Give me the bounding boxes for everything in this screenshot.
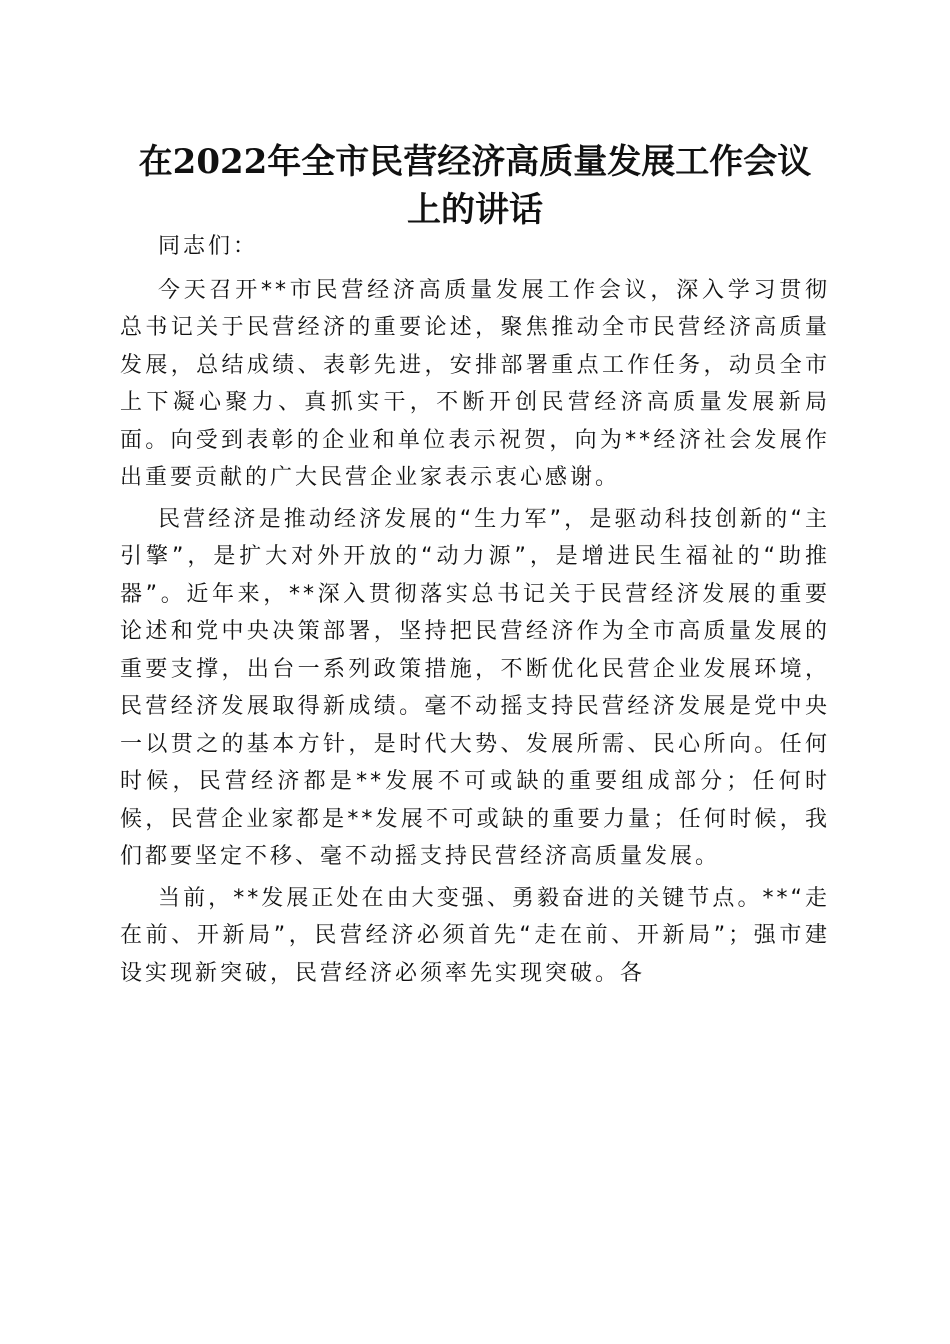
paragraph-1: 今天召开**市民营经济高质量发展工作会议，深入学习贯彻总书记关于民营经济的重要论述，聚焦推动全市民营经济高质量发展，总结成绩、表彰先进，安排部署重点工作任务，动员全市上下凝心聚力、真抓实干，不断开创民营经济高质量发展新局面。向受到表彰的企业和单位表示祝贺，向为**经济社会发展作出重要贡献的广大民营企业家表示衷心感谢。	[120, 277, 830, 490]
salutation: 同志们：	[158, 234, 259, 259]
title-line-1: 在2022年全市民营经济高质量发展工作会议	[138, 142, 812, 182]
document-body	[120, 228, 830, 992]
paragraph-2: 民营经济是推动经济发展的“生力军”，是驱动科技创新的“主引擎”，是扩大对外开放的“动力源”，是增进民生福祉的“助推器”。近年来，**深入贯彻落实总书记关于民营经济发展的重要论述和党中央决策部署，坚持把民营经济作为全市高质量发展的重要支撑，出台一系列政策措施，不断优化民营企业发展环境，民营经济发展取得新成绩。毫不动摇支持民营经济发展是党中央一以贯之的基本方针，是时代大势、发展所需、民心所向。任何时候，民营经济都是**发展不可或缺的重要组成部分；任何时候，民营企业家都是**发展不可或缺的重要力量；任何时候，我们都要坚定不移、毫不动摇支持民营经济高质量发展。	[120, 506, 830, 869]
paragraph-3: 当前，**发展正处在由大变强、勇毅奋进的关键节点。**“走在前、开新局”，民营经济必须首先“走在前、开新局”；强市建设实现新突破，民营经济必须率先实现突破。各	[120, 885, 830, 986]
document-title	[110, 138, 840, 234]
title-line-2: 上的讲话	[407, 190, 543, 230]
